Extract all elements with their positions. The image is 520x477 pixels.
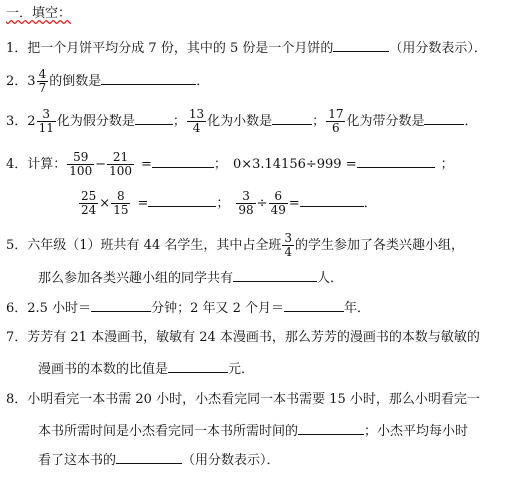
answer-blank-2[interactable] bbox=[101, 71, 196, 85]
question-6: 6．2.5 小时＝ 分钟；2 年又 2 个月＝ 年． bbox=[6, 298, 370, 317]
fraction: $\frac{4}{7}$ bbox=[38, 67, 47, 95]
question-8: 8．小明看完一本书需 20 小时，小杰看完同一本书需要 15 小时，那么小明看完一 bbox=[6, 392, 480, 407]
answer-blank-4a[interactable] bbox=[152, 154, 214, 168]
fraction: $\frac{3}{4}$ bbox=[284, 231, 292, 259]
answer-blank-6b[interactable] bbox=[284, 298, 344, 312]
question-8-line-3: 看了这本书的 （用分数表示）． bbox=[38, 450, 280, 469]
answer-blank-7[interactable] bbox=[168, 359, 228, 373]
question-5-line-2: 那么参加各类兴趣小组的同学共有 人． bbox=[38, 268, 343, 287]
answer-blank-4d[interactable] bbox=[300, 193, 364, 207]
question-7-line-2: 漫画书的本数的比值是 元． bbox=[38, 359, 254, 378]
fraction: $\frac{13}{4}$ bbox=[188, 107, 205, 135]
fraction: $\frac{3}{98}$ bbox=[238, 189, 254, 217]
question-8-line-2: 本书所需时间是小杰看完同一本书所需时间的 ；小杰平均每小时 bbox=[38, 421, 468, 440]
question-3: 3．2 $\frac{3}{11}$ 化为假分数是 ； $\frac{13}{4}$ 化为小数是 ； $\frac{17}{6}$ 化为带分数是 ． bbox=[6, 107, 478, 135]
fraction: $\frac{25}{24}$ bbox=[81, 189, 97, 217]
question-7: 7．芳芳有 21 本漫画书，敏敏有 24 本漫画书，那么芳芳的漫画书的本数与敏敏的 bbox=[6, 330, 480, 345]
answer-blank-6a[interactable] bbox=[91, 298, 151, 312]
answer-blank-3b[interactable] bbox=[272, 111, 312, 125]
fraction: $\frac{59}{100}$ bbox=[69, 150, 93, 178]
section-heading: 一．填空： bbox=[6, 6, 72, 21]
answer-blank-4c[interactable] bbox=[148, 193, 216, 207]
answer-blank-3a[interactable] bbox=[135, 111, 173, 125]
question-2: 2．3 $\frac{4}{7}$ 的倒数是 ． bbox=[6, 67, 210, 95]
answer-blank-5[interactable] bbox=[233, 268, 317, 282]
question-5: 5．六年级（1）班共有 44 名学生，其中占全班 $\frac{3}{4}$ 的学生参加了各类兴趣小组， bbox=[6, 231, 465, 259]
question-4-line-2: $\frac{25}{24}$ × $\frac{8}{15}$ = ； $\frac{3}{98}$ ÷ $\frac{6}{49}$ = ． bbox=[81, 189, 377, 217]
answer-blank-4b[interactable] bbox=[357, 154, 435, 168]
answer-blank-1[interactable] bbox=[333, 38, 389, 52]
fraction: $\frac{21}{100}$ bbox=[109, 150, 133, 178]
fraction: $\frac{6}{49}$ bbox=[270, 189, 286, 217]
fraction: $\frac{8}{15}$ bbox=[113, 189, 129, 217]
question-1: 1．把一个月饼平均分成 7 份，其中的 5 份是一个月饼的 （用分数表示）． bbox=[6, 38, 487, 57]
answer-blank-8b[interactable] bbox=[116, 450, 182, 464]
fraction: $\frac{17}{6}$ bbox=[328, 107, 344, 135]
question-4: 4．计算： $\frac{59}{100}$ − $\frac{21}{100}$ = ； 0×3.14156÷999 = ； bbox=[6, 150, 454, 178]
answer-blank-3c[interactable] bbox=[424, 111, 464, 125]
answer-blank-8a[interactable] bbox=[298, 421, 364, 435]
fraction: $\frac{3}{11}$ bbox=[38, 107, 54, 135]
